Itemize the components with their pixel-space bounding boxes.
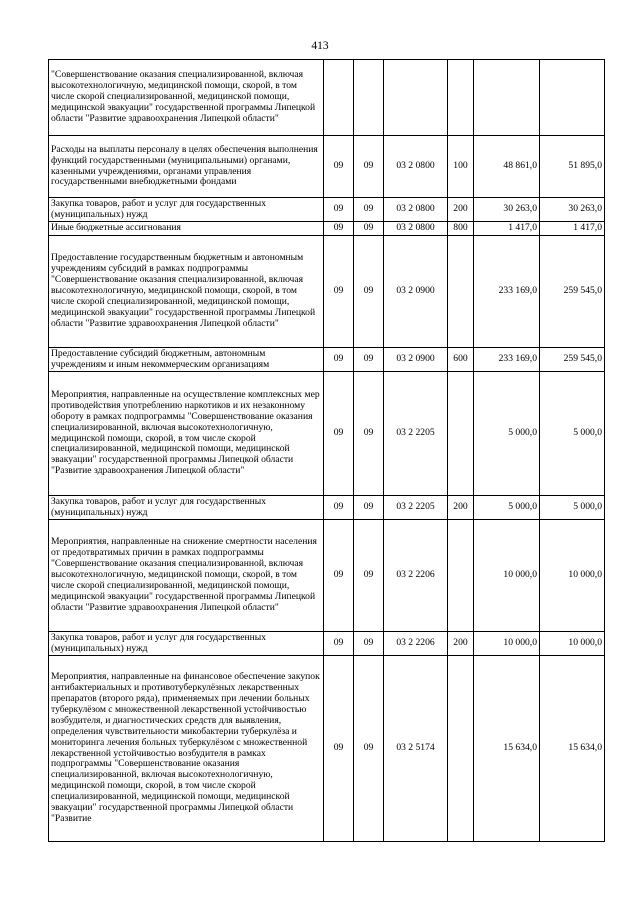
row-name: Мероприятия, направленные на финансовое обеспечение закупок антибактериальных и противотуберкулёзных лекарственных препаратов (второго ряда), применяемых при лечении больных туберкулёзом с множественной лекарственной устойчивостью возбудителя, и диагностических средств для выявления, определения чувствительности микобактерии туберкулёза и мониторинга лечения больных туберкулёзом с множественной лекарственной устойчивостью возбудителя в рамках подпрограммы "Совершенствование оказания специализированной, включая высокотехнологичную, медицинской помощи, скорой, в том числе скорой специализированной, медицинской помощи, медицинской эвакуации" государственной программы Липецкой области "Развитие (49, 656, 324, 842)
row-sum-2: 1 417,0 (540, 222, 605, 236)
row-csr: 03 2 0900 (384, 348, 448, 372)
row-csr: 03 2 5174 (384, 656, 448, 842)
row-sum-1 (474, 60, 540, 136)
table-row (49, 372, 605, 496)
row-vr (448, 656, 474, 842)
row-csr: 03 2 2205 (384, 372, 448, 496)
row-name: Мероприятия, направленные на снижение смертности населения от предотвратимых причин в рамках подпрограммы "Совершенствование оказания специализированной, включая высокотехнологичную, медицинской помощи, скорой, в том числе скорой специализированной, медицинской помощи, медицинской эвакуации" государственной программы Липецкой области "Развитие здравоохранения Липецкой области" (49, 520, 324, 632)
row-sum-1: 10 000,0 (474, 632, 540, 656)
row-razdel (324, 60, 354, 136)
row-sum-1: 5 000,0 (474, 372, 540, 496)
row-podrazdel: 09 (354, 198, 384, 222)
row-sum-2: 10 000,0 (540, 632, 605, 656)
row-sum-1: 233 169,0 (474, 348, 540, 372)
row-sum-2: 15 634,0 (540, 656, 605, 842)
row-csr: 03 2 0900 (384, 236, 448, 348)
budget-table-body (49, 60, 605, 842)
row-vr: 600 (448, 348, 474, 372)
row-razdel: 09 (324, 222, 354, 236)
row-csr: 03 2 2206 (384, 632, 448, 656)
row-vr: 100 (448, 136, 474, 198)
table-row (49, 496, 605, 520)
row-podrazdel: 09 (354, 496, 384, 520)
row-sum-1: 10 000,0 (474, 520, 540, 632)
table-row (49, 136, 605, 198)
row-vr (448, 372, 474, 496)
table-row (49, 520, 605, 632)
row-razdel: 09 (324, 136, 354, 198)
row-vr: 200 (448, 198, 474, 222)
budget-table (48, 59, 605, 842)
row-name: Предоставление субсидий бюджетным, автономным учреждениям и иным некоммерческим организациям (49, 348, 324, 372)
row-sum-2: 10 000,0 (540, 520, 605, 632)
row-razdel: 09 (324, 236, 354, 348)
row-sum-2: 259 545,0 (540, 348, 605, 372)
row-sum-2: 259 545,0 (540, 236, 605, 348)
row-razdel: 09 (324, 520, 354, 632)
table-row (49, 60, 605, 136)
row-vr (448, 236, 474, 348)
row-name: "Совершенствование оказания специализированной, включая высокотехнологичную, медицинской помощи, скорой, в том числе скорой специализированной, медицинской помощи, медицинской эвакуации" государственной программы Липецкой области "Развитие здравоохранения Липецкой области" (49, 60, 324, 136)
row-sum-2: 5 000,0 (540, 372, 605, 496)
row-podrazdel (354, 60, 384, 136)
row-name: Предоставление государственным бюджетным и автономным учреждениям субсидий в рамках подпрограммы "Совершенствование оказания специализированной, включая высокотехнологичную, медицинской помощи, скорой, в том числе скорой специализированной, медицинской помощи, медицинской эвакуации" государственной программы Липецкой области "Развитие здравоохранения Липецкой области" (49, 236, 324, 348)
row-sum-2: 5 000,0 (540, 496, 605, 520)
row-vr: 200 (448, 632, 474, 656)
row-sum-1: 30 263,0 (474, 198, 540, 222)
row-sum-2: 51 895,0 (540, 136, 605, 198)
row-vr: 200 (448, 496, 474, 520)
row-name: Иные бюджетные ассигнования (49, 222, 324, 236)
row-sum-1: 5 000,0 (474, 496, 540, 520)
table-row (49, 198, 605, 222)
row-razdel: 09 (324, 348, 354, 372)
row-sum-1: 48 861,0 (474, 136, 540, 198)
row-csr: 03 2 2206 (384, 520, 448, 632)
row-razdel: 09 (324, 656, 354, 842)
row-vr (448, 60, 474, 136)
row-sum-1: 1 417,0 (474, 222, 540, 236)
row-podrazdel: 09 (354, 236, 384, 348)
row-name: Мероприятия, направленные на осуществление комплексных мер противодействия употреблению наркотиков и их незаконному обороту в рамках подпрограммы "Совершенствование оказания специализированной, включая высокотехнологичную, медицинской помощи, скорой, в том числе скорой специализированной, медицинской помощи, медицинской эвакуации" государственной программы Липецкой области "Развитие здравоохранения Липецкой области" (49, 372, 324, 496)
row-podrazdel: 09 (354, 632, 384, 656)
row-podrazdel: 09 (354, 656, 384, 842)
row-vr (448, 520, 474, 632)
row-razdel: 09 (324, 372, 354, 496)
row-csr: 03 2 0800 (384, 198, 448, 222)
row-sum-1: 15 634,0 (474, 656, 540, 842)
row-podrazdel: 09 (354, 136, 384, 198)
row-podrazdel: 09 (354, 520, 384, 632)
table-row (49, 656, 605, 842)
row-podrazdel: 09 (354, 372, 384, 496)
row-sum-1: 233 169,0 (474, 236, 540, 348)
row-podrazdel: 09 (354, 348, 384, 372)
row-csr: 03 2 2205 (384, 496, 448, 520)
table-row (49, 632, 605, 656)
row-sum-2 (540, 60, 605, 136)
page-number: 413 (311, 40, 329, 52)
row-name: Закупка товаров, работ и услуг для государственных (муниципальных) нужд (49, 632, 324, 656)
row-csr: 03 2 0800 (384, 222, 448, 236)
table-row (49, 348, 605, 372)
row-razdel: 09 (324, 632, 354, 656)
table-row (49, 236, 605, 348)
table-row (49, 222, 605, 236)
row-sum-2: 30 263,0 (540, 198, 605, 222)
row-csr: 03 2 0800 (384, 136, 448, 198)
row-vr: 800 (448, 222, 474, 236)
row-razdel: 09 (324, 496, 354, 520)
row-name: Расходы на выплаты персоналу в целях обеспечения выполнения функций государственными (муниципальными) органами, казенными учреждениями, органами управления государственными внебюджетными фондами (49, 136, 324, 198)
row-razdel: 09 (324, 198, 354, 222)
row-name: Закупка товаров, работ и услуг для государственных (муниципальных) нужд (49, 198, 324, 222)
row-csr (384, 60, 448, 136)
row-name: Закупка товаров, работ и услуг для государственных (муниципальных) нужд (49, 496, 324, 520)
row-podrazdel: 09 (354, 222, 384, 236)
